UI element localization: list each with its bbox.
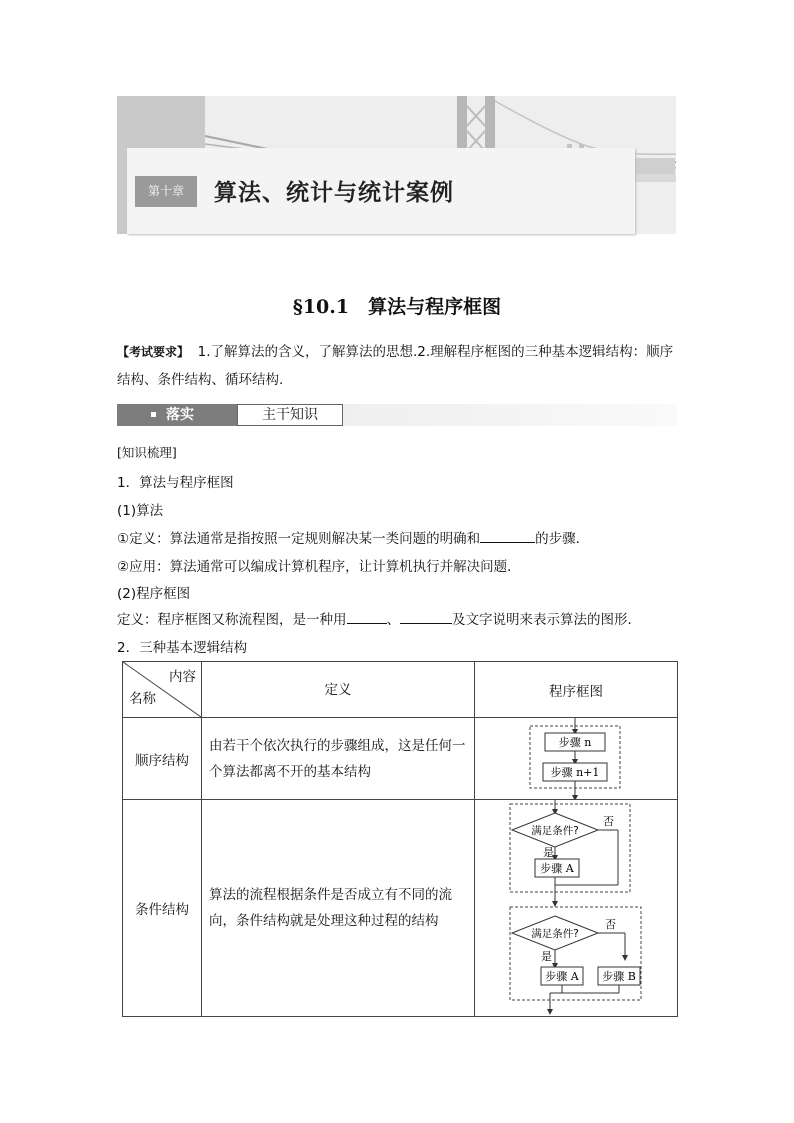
definition-2-sep: 、 [386,612,400,628]
definition-1-end: 的步骤． [535,531,590,547]
section-bar-dark [117,404,237,426]
header-name-label: 名称 [129,691,156,707]
knowledge-heading: [知识梳理] [117,445,177,460]
step-n1-label: 步骤 n+1 [550,766,600,779]
table-header-row [123,662,678,718]
condition-label: 满足条件? [531,825,579,837]
sub-2-heading: (2)程序框图 [117,586,191,602]
sub-1-heading: (1)算法 [117,503,164,519]
fill-blank [400,609,452,624]
requirements-tag: 【考试要求】 [117,345,190,359]
logic-structure-table [122,661,678,1017]
section-bar-light-label: 主干知识 [237,404,343,426]
application-1: ②应用：算法通常可以编成计算机程序，让计算机执行并解决问题． [117,559,521,575]
chapter-label: 第十章 [135,176,197,207]
sequence-flowchart [475,718,677,799]
header-diagram: 程序框图 [475,662,678,718]
header-diagonal-cell [123,662,202,718]
header-content-label: 内容 [169,669,196,685]
exam-requirements [117,338,677,394]
table-row [123,718,678,800]
definition-2 [117,608,641,628]
header-definition: 定义 [202,662,475,718]
table-row [123,800,678,1017]
no-label: 否 [605,918,616,931]
fill-blank [347,609,387,624]
definition-2-end: 及文字说明来表示算法的图形． [452,612,641,628]
step-b-label: 步骤 B [602,970,636,983]
section-bar-dark-label: 落实 [166,407,194,423]
chapter-title: 算法、统计与统计案例 [214,180,454,206]
fill-blank [480,528,535,543]
requirements-line-1: 1.了解算法的含义，了解算法的思想.2.理解程序框图的三种基本逻辑结构：顺序 [197,344,674,360]
sequence-diagram-cell [475,718,678,800]
definition-2-text: 定义：程序框图又称流程图，是一种用 [117,612,347,628]
step-a-label: 步骤 A [540,862,574,875]
step-n-label: 步骤 n [558,736,592,749]
definition-1 [117,527,589,547]
condition-diagram-cell [475,800,678,1017]
requirements-line-2: 结构、条件结构、循环结构. [117,372,284,388]
no-label: 否 [603,815,614,828]
yes-label: 是 [541,950,552,963]
row-name: 条件结构 [123,800,202,1017]
item-1-heading: 1．算法与程序框图 [117,475,234,491]
yes-label: 是 [543,846,554,859]
condition-flowchart [475,800,677,1016]
bullet-icon [151,412,156,417]
row-definition: 算法的流程根据条件是否成立有不同的流向，条件结构就是处理这种过程的结构 [202,800,475,1017]
row-name: 顺序结构 [123,718,202,800]
item-2-heading: 2．三种基本逻辑结构 [117,640,248,656]
section-title: §10.1 算法与程序框图 [292,296,502,318]
condition-label: 满足条件? [531,928,579,940]
row-definition: 由若干个依次执行的步骤组成，这是任何一个算法都离不开的基本结构 [202,718,475,800]
definition-1-text: ①定义：算法通常是指按照一定规则解决某一类问题的明确和 [117,531,481,547]
step-a-label: 步骤 A [545,970,579,983]
